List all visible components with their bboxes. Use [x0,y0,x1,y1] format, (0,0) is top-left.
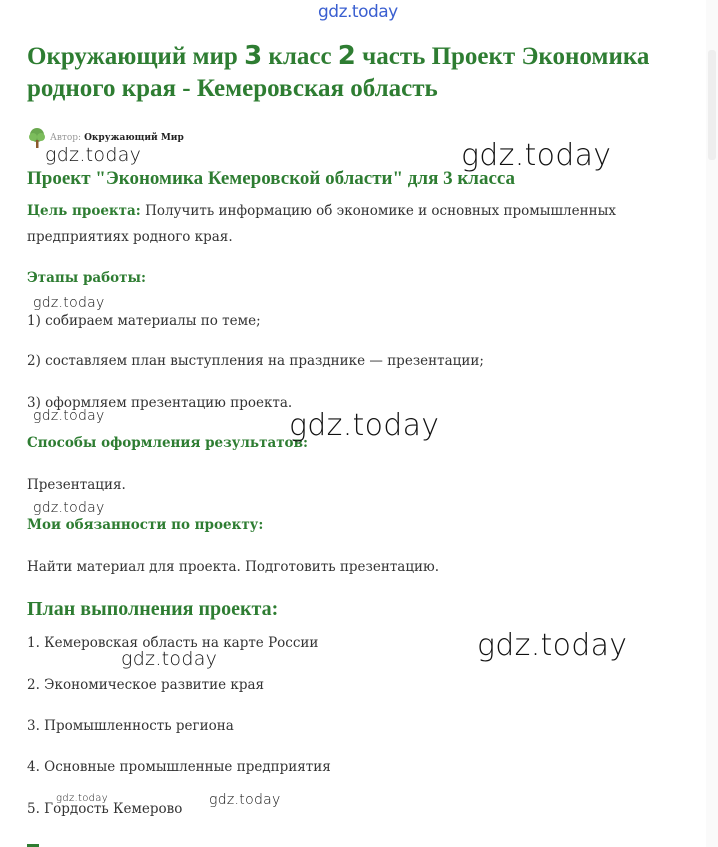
title-part2: класс [262,43,338,70]
goal-text: Получить информацию об экономике и основных промышленных предприятиях родного края. [27,203,616,245]
watermark: gdz.today [289,408,440,443]
watermark: gdz.today [461,138,612,173]
watermark: gdz.today [33,295,105,311]
tree-icon [27,127,47,149]
duties-label: Мои обязанности по проекту: [27,517,264,533]
plan-item: 3. Промышленность региона [27,718,234,734]
author-prefix: Автор: [50,133,82,143]
watermark: gdz.today [121,648,218,670]
watermark: gdz.today [33,408,105,424]
title-part-number: 2 [337,41,356,71]
scrollbar-track[interactable] [706,0,718,847]
plan-item: 2. Экономическое развитие края [27,677,265,693]
watermark: gdz.today [45,144,142,166]
watermark-top: gdz.today [318,2,398,22]
project-subtitle: Проект "Экономика Кемеровской области" для 3 класса [27,168,516,189]
scrollbar-thumb[interactable] [708,50,716,160]
methods-text: Презентация. [27,477,126,493]
watermark: gdz.today [33,500,105,516]
plan-item: 1. Кемеровская область на карте России [27,635,319,651]
title-part1: Окружающий мир [27,43,245,70]
stage-item: 3) оформляем презентацию проекта. [27,395,293,411]
stage-item: 1) собираем материалы по теме; [27,313,261,329]
plan-item: 5. Гордость Кемерово [27,801,183,817]
methods-label: Способы оформления результатов: [27,435,308,451]
goal-label: Цель проекта: [27,203,141,219]
plan-item: 4. Основные промышленные предприятия [27,759,331,775]
watermark: gdz.today [477,628,628,663]
stage-item: 2) составляем план выступления на празднике — презентации; [27,353,484,369]
watermark: gdz.today [56,793,108,804]
duties-text: Найти материал для проекта. Подготовить презентацию. [27,559,440,575]
author-name[interactable]: Окружающий Мир [84,133,184,143]
title-grade-number: 3 [244,41,263,71]
watermark: gdz.today [209,792,281,808]
plan-heading: План выполнения проекта: [27,598,279,620]
stages-label: Этапы работы: [27,270,147,286]
title-part3: часть Проект Экономика родного края - Кемеровская область [27,43,650,102]
goal-paragraph [27,198,647,250]
page-title [27,40,687,105]
